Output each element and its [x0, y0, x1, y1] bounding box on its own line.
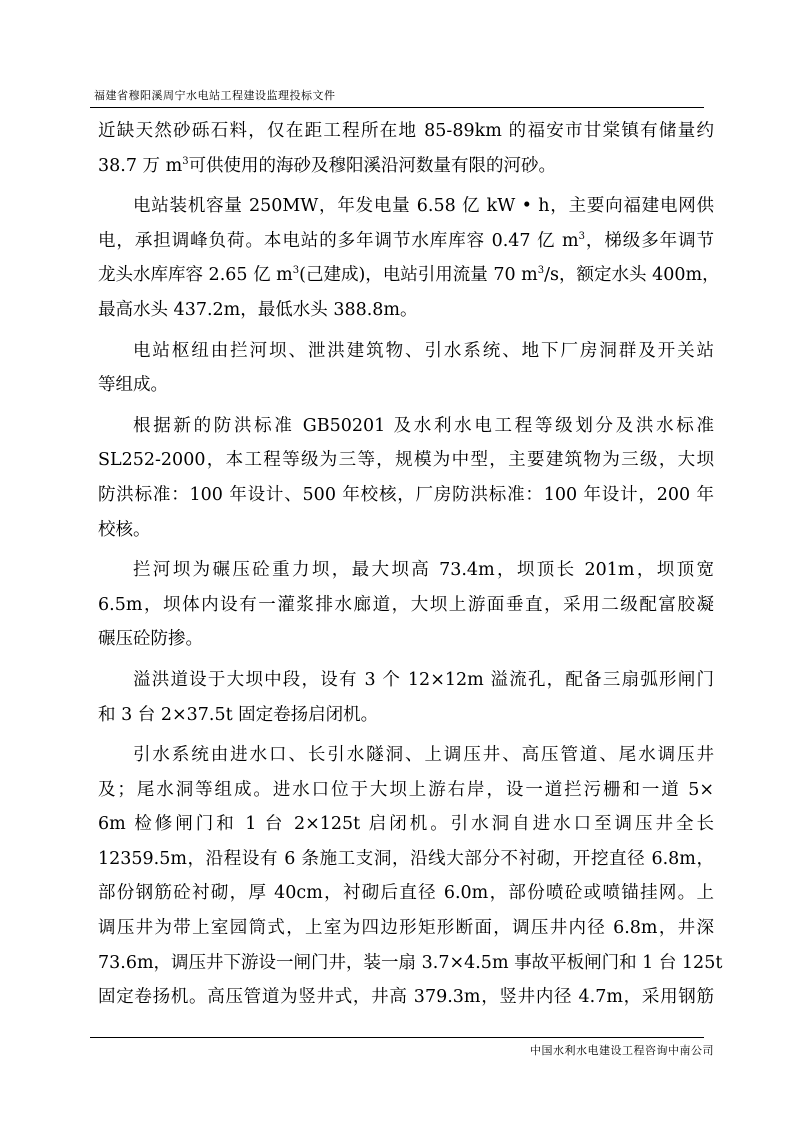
paragraph-line: 溢洪道设于大坝中段，设有 3 个 12×12m 溢流孔，配备三扇弧形闸门 [133, 669, 714, 690]
text-run: 龙头水库库容 2.65 亿 m [98, 265, 293, 286]
paragraph-line: 等组成。 [98, 375, 168, 396]
paragraph-line: 电站枢纽由拦河坝、泄洪建筑物、引水系统、地下厂房洞群及开关站 [133, 340, 714, 361]
paragraph-line: SL252-2000，本工程等级为三等，规模为中型，主要建筑物为三级，大坝 [98, 450, 714, 471]
text-run: ，梯级多年调节 [584, 230, 715, 251]
text-run: 可供使用的海砂及穆阳溪沿河数量有限的河砂。 [188, 155, 557, 176]
paragraph-line: 最高水头 437.2m，最低水头 388.8m。 [98, 299, 418, 320]
paragraph-line: 拦河坝为碾压砼重力坝，最大坝高 73.4m，坝顶长 201m，坝顶宽 [133, 560, 714, 581]
document-body [98, 114, 723, 1015]
paragraph-line: 部份钢筋砼衬砌，厚 40cm，衬砌后直径 6.0m，部份喷砼或喷锚挂网。上 [98, 883, 714, 904]
header-divider [90, 107, 704, 108]
paragraph-line [98, 258, 720, 293]
superscript: 3 [182, 155, 189, 167]
paragraph-line: 引水系统由进水口、长引水隧洞、上调压井、高压管道、尾水调压井 [133, 745, 714, 766]
paragraph-line: 和 3 台 2×37.5t 固定卷扬启闭机。 [98, 704, 379, 725]
paragraph-line: 根据新的防洪标准 GB50201 及水利水电工程等级划分及洪水标准 [133, 415, 714, 436]
text-run: 38.7 万 m [98, 155, 183, 176]
paragraph-line [98, 149, 714, 184]
paragraph-line: 固定卷扬机。高压管道为竖井式，井高 379.3m，竖井内径 4.7m，采用钢筋 [98, 987, 714, 1008]
paragraph-line: 73.6m，调压井下游设一闸门井，装一扇 3.7×4.5m 事故平板闸门和 1 台 125t [98, 952, 723, 973]
text-run: (己建成)，电站引用流量 70 m [299, 265, 538, 286]
header-title: 福建省穆阳溪周宁水电站工程建设监理投标文件 [94, 89, 336, 102]
paragraph-line: 防洪标准：100 年设计、500 年校核，厂房防洪标准：100 年设计，200 年 [98, 484, 714, 505]
paragraph-line: 校核。 [98, 519, 151, 540]
paragraph-line: 12359.5m，沿程设有 6 条施工支洞，沿线大部分不衬砌，开挖直径 6.8m， [98, 848, 714, 869]
footer-divider [90, 1037, 704, 1038]
superscript: 3 [292, 265, 300, 277]
text-run: 电，承担调峰负荷。本电站的多年调节水库库容 0.47 亿 m [98, 230, 579, 251]
text-run: /s，额定水头 400m， [544, 265, 720, 286]
paragraph-line [98, 224, 714, 259]
superscript: 3 [537, 265, 545, 277]
paragraph-line: 6.5m，坝体内设有一灌浆排水廊道，大坝上游面垂直，采用二级配富胶凝 [98, 594, 714, 615]
paragraph-line: 近缺天然砂砾石料，仅在距工程所在地 85-89km 的福安市甘棠镇有储量约 [98, 121, 714, 141]
footer-company: 中国水利水电建设工程咨询中南公司 [530, 1044, 714, 1057]
paragraph-line: 及；尾水洞等组成。进水口位于大坝上游右岸，设一道拦污栅和一道 5× [98, 779, 714, 800]
paragraph-line: 调压井为带上室园筒式，上室为四边形矩形断面，调压井内径 6.8m，井深 [98, 918, 714, 939]
paragraph-line: 6m 检修闸门和 1 台 2×125t 启闭机。引水洞自进水口至调压井全长 [98, 814, 714, 835]
superscript: 3 [578, 230, 585, 242]
paragraph-line: 电站装机容量 250MW，年发电量 6.58 亿 kW • h，主要向福建电网供 [133, 196, 714, 217]
paragraph-line: 碾压砼防掺。 [98, 629, 203, 650]
